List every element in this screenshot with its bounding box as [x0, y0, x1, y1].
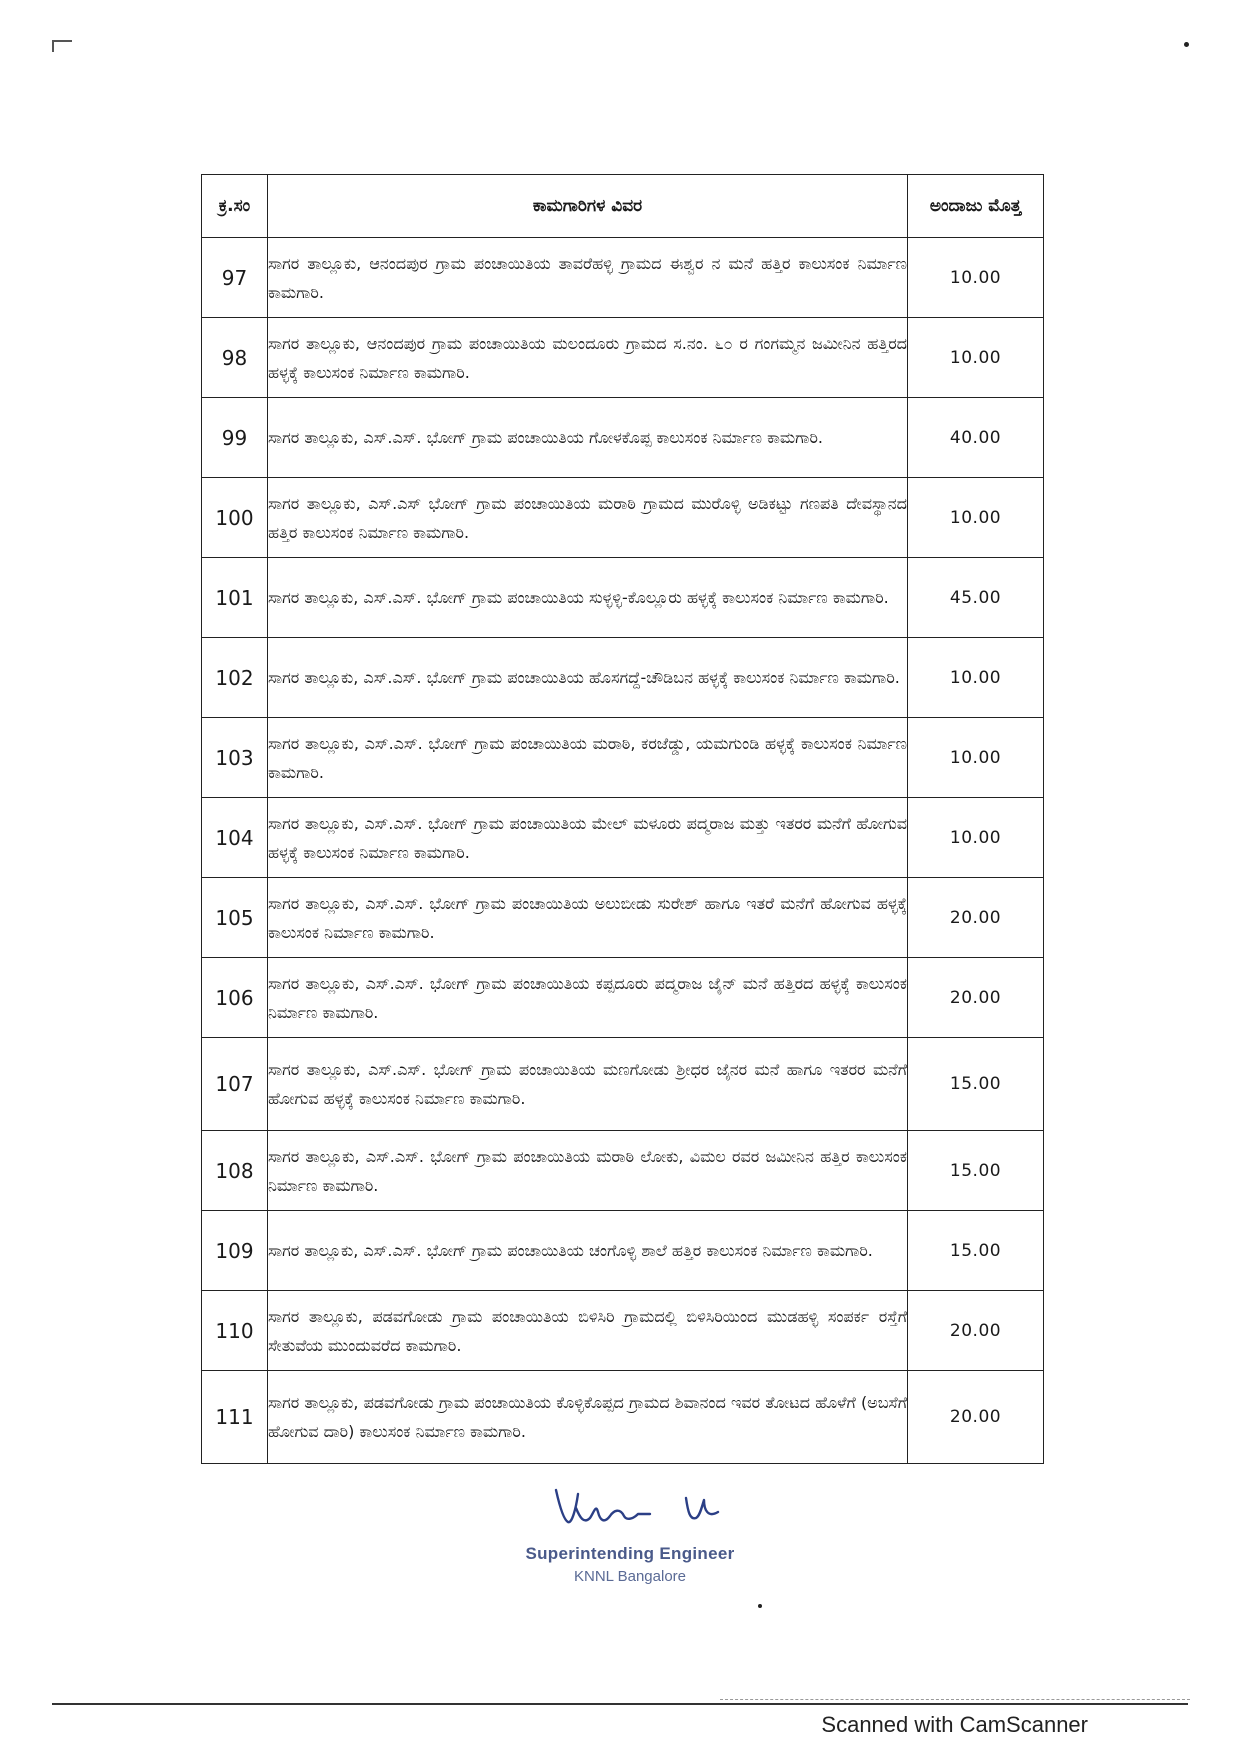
row-estimated-amount: 10.00 [908, 798, 1044, 878]
table-row [202, 878, 1044, 958]
row-work-description: ಸಾಗರ ತಾಲ್ಲೂಕು, ಎಸ್.ಎಸ್. ಭೋಗ್ ಗ್ರಾಮ ಪಂಚಾಯಿತಿಯ ಅಲುಬೀಡು ಸುರೇಶ್ ಹಾಗೂ ಇತರೆ ಮನೆಗೆ ಹೋಗುವ ಹಳ್ಳಕ್ಕೆ ಕಾಲುಸಂಕ ನಿರ್ಮಾಣ ಕಾಮಗಾರಿ. [268, 878, 908, 958]
row-work-description: ಸಾಗರ ತಾಲ್ಲೂಕು, ಎಸ್.ಎಸ್. ಭೋಗ್ ಗ್ರಾಮ ಪಂಚಾಯಿತಿಯ ಕಪ್ಪದೂರು ಪದ್ಮರಾಜ ಜೈನ್ ಮನೆ ಹತ್ತಿರದ ಹಳ್ಳಕ್ಕೆ ಕಾಲುಸಂಕ ನಿರ್ಮಾಣ ಕಾಮಗಾರಿ. [268, 958, 908, 1038]
row-serial-number: 99 [202, 398, 268, 478]
row-estimated-amount: 10.00 [908, 718, 1044, 798]
row-serial-number: 103 [202, 718, 268, 798]
row-serial-number: 102 [202, 638, 268, 718]
table-row [202, 1371, 1044, 1464]
row-work-description: ಸಾಗರ ತಾಲ್ಲೂಕು, ಎಸ್.ಎಸ್. ಭೋಗ್ ಗ್ರಾಮ ಪಂಚಾಯಿತಿಯ ಸುಳ್ಳಳ್ಳಿ-ಕೊಲ್ಲೂರು ಹಳ್ಳಕ್ಕೆ ಕಾಲುಸಂಕ ನಿರ್ಮಾಣ ಕಾಮಗಾರಿ. [268, 558, 908, 638]
signatory-title: Superintending Engineer [525, 1544, 735, 1563]
row-estimated-amount: 45.00 [908, 558, 1044, 638]
camscanner-watermark: Scanned with CamScanner [821, 1712, 1088, 1737]
table-header-row [202, 175, 1044, 238]
row-serial-number: 100 [202, 478, 268, 558]
table-row [202, 958, 1044, 1038]
table-row [202, 1211, 1044, 1291]
table-row [202, 1291, 1044, 1371]
row-estimated-amount: 10.00 [908, 638, 1044, 718]
row-work-description: ಸಾಗರ ತಾಲ್ಲೂಕು, ಪಡವಗೋಡು ಗ್ರಾಮ ಪಂಚಾಯಿತಿಯ ಕೊಳ್ಳಿಕೊಪ್ಪದ ಗ್ರಾಮದ ಶಿವಾನಂದ ಇವರ ತೋಟದ ಹೊಳೆಗೆ (ಅಬಸೆಗೆ ಹೋಗುವ ದಾರಿ) ಕಾಲುಸಂಕ ನಿರ್ಮಾಣ ಕಾಮಗಾರಿ. [268, 1371, 908, 1464]
row-serial-number: 109 [202, 1211, 268, 1291]
row-estimated-amount: 20.00 [908, 878, 1044, 958]
table-row [202, 798, 1044, 878]
row-work-description: ಸಾಗರ ತಾಲ್ಲೂಕು, ಎಸ್.ಎಸ್. ಭೋಗ್ ಗ್ರಾಮ ಪಂಚಾಯಿತಿಯ ಚಂಗೊಳ್ಳಿ ಶಾಲೆ ಹತ್ತಿರ ಕಾಲುಸಂಕ ನಿರ್ಮಾಣ ಕಾಮಗಾರಿ. [268, 1211, 908, 1291]
row-serial-number: 107 [202, 1038, 268, 1131]
table-row [202, 398, 1044, 478]
row-work-description: ಸಾಗರ ತಾಲ್ಲೂಕು, ಎಸ್.ಎಸ್. ಭೋಗ್ ಗ್ರಾಮ ಪಂಚಾಯಿತಿಯ ಮರಾಠಿ, ಕರಜೆಡ್ಡು, ಯಮಗುಂಡಿ ಹಳ್ಳಕ್ಕೆ ಕಾಲುಸಂಕ ನಿರ್ಮಾಣ ಕಾಮಗಾರಿ. [268, 718, 908, 798]
header-description: ಕಾಮಗಾರಿಗಳ ವಿವರ [268, 175, 908, 238]
header-serial: ಕ್ರ.ಸಂ [202, 175, 268, 238]
table-row [202, 238, 1044, 318]
row-serial-number: 110 [202, 1291, 268, 1371]
row-work-description: ಸಾಗರ ತಾಲ್ಲೂಕು, ಎಸ್.ಎಸ್. ಭೋಗ್ ಗ್ರಾಮ ಪಂಚಾಯಿತಿಯ ಮಣಗೋಡು ಶ್ರೀಧರ ಜೈನರ ಮನೆ ಹಾಗೂ ಇತರರ ಮನೆಗೆ ಹೋಗುವ ಹಳ್ಳಕ್ಕೆ ಕಾಲುಸಂಕ ನಿರ್ಮಾಣ ಕಾಮಗಾರಿ. [268, 1038, 908, 1131]
row-work-description: ಸಾಗರ ತಾಲ್ಲೂಕು, ಎಸ್.ಎಸ್. ಭೋಗ್ ಗ್ರಾಮ ಪಂಚಾಯಿತಿಯ ಮೇಲ್ ಮಳೂರು ಪದ್ಮರಾಜ ಮತ್ತು ಇತರರ ಮನೆಗೆ ಹೋಗುವ ಹಳ್ಳಕ್ಕೆ ಕಾಲುಸಂಕ ನಿರ್ಮಾಣ ಕಾಮಗಾರಿ. [268, 798, 908, 878]
scan-speck [758, 1604, 762, 1608]
row-estimated-amount: 15.00 [908, 1211, 1044, 1291]
row-estimated-amount: 10.00 [908, 478, 1044, 558]
row-work-description: ಸಾಗರ ತಾಲ್ಲೂಕು, ಎಸ್.ಎಸ್. ಭೋಗ್ ಗ್ರಾಮ ಪಂಚಾಯಿತಿಯ ಮರಾಠಿ ಲೋಕು, ವಿಮಲ ರವರ ಜಮೀನಿನ ಹತ್ತಿರ ಕಾಲುಸಂಕ ನಿರ್ಮಾಣ ಕಾಮಗಾರಿ. [268, 1131, 908, 1211]
row-serial-number: 104 [202, 798, 268, 878]
row-estimated-amount: 15.00 [908, 1038, 1044, 1131]
scan-speck [1184, 42, 1189, 47]
table-row [202, 1038, 1044, 1131]
row-estimated-amount: 20.00 [908, 958, 1044, 1038]
row-estimated-amount: 20.00 [908, 1371, 1044, 1464]
table-row [202, 318, 1044, 398]
row-work-description: ಸಾಗರ ತಾಲ್ಲೂಕು, ಎಸ್.ಎಸ್. ಭೋಗ್ ಗ್ರಾಮ ಪಂಚಾಯಿತಿಯ ಹೊಸಗದ್ದೆ-ಚೌಡಿಬನ ಹಳ್ಳಕ್ಕೆ ಕಾಲುಸಂಕ ನಿರ್ಮಾಣ ಕಾಮಗಾರಿ. [268, 638, 908, 718]
footer-divider [52, 1703, 1188, 1705]
table-row [202, 558, 1044, 638]
row-estimated-amount: 20.00 [908, 1291, 1044, 1371]
row-serial-number: 98 [202, 318, 268, 398]
row-serial-number: 111 [202, 1371, 268, 1464]
table-row [202, 1131, 1044, 1211]
signature-mark [546, 1478, 746, 1538]
header-amount: ಅಂದಾಜು ಮೊತ್ತ [908, 175, 1044, 238]
row-serial-number: 108 [202, 1131, 268, 1211]
row-work-description: ಸಾಗರ ತಾಲ್ಲೂಕು, ಎಸ್.ಎಸ್. ಭೋಗ್ ಗ್ರಾಮ ಪಂಚಾಯಿತಿಯ ಗೋಳಕೊಪ್ಪ ಕಾಲುಸಂಕ ನಿರ್ಮಾಣ ಕಾಮಗಾರಿ. [268, 398, 908, 478]
row-serial-number: 106 [202, 958, 268, 1038]
table-row [202, 638, 1044, 718]
row-estimated-amount: 15.00 [908, 1131, 1044, 1211]
row-work-description: ಸಾಗರ ತಾಲ್ಲೂಕು, ಆನಂದಪುರ ಗ್ರಾಮ ಪಂಚಾಯಿತಿಯ ಮಲಂದೂರು ಗ್ರಾಮದ ಸ.ನಂ. ೬೦ ರ ಗಂಗಮ್ಮನ ಜಮೀನಿನ ಹತ್ತಿರದ ಹಳ್ಳಕ್ಕೆ ಕಾಲುಸಂಕ ನಿರ್ಮಾಣ ಕಾಮಗಾರಿ. [268, 318, 908, 398]
row-serial-number: 97 [202, 238, 268, 318]
row-serial-number: 101 [202, 558, 268, 638]
table-row [202, 718, 1044, 798]
row-work-description: ಸಾಗರ ತಾಲ್ಲೂಕು, ಪಡವಗೋಡು ಗ್ರಾಮ ಪಂಚಾಯಿತಿಯ ಬಿಳಿಸಿರಿ ಗ್ರಾಮದಲ್ಲಿ ಬಿಳಿಸಿರಿಯಿಂದ ಮುಡಹಳ್ಳಿ ಸಂಪರ್ಕ ರಸ್ತೆಗೆ ಸೇತುವೆಯ ಮುಂದುವರೆದ ಕಾಮಗಾರಿ. [268, 1291, 908, 1371]
row-estimated-amount: 10.00 [908, 318, 1044, 398]
row-work-description: ಸಾಗರ ತಾಲ್ಲೂಕು, ಎಸ್.ಎಸ್ ಭೋಗ್ ಗ್ರಾಮ ಪಂಚಾಯಿತಿಯ ಮರಾಠಿ ಗ್ರಾಮದ ಮುರೊಳ್ಳಿ ಅಡಿಕಟ್ಟು ಗಣಪತಿ ದೇವಸ್ಥಾನದ ಹತ್ತಿರ ಕಾಲುಸಂಕ ನಿರ್ಮಾಣ ಕಾಮಗಾರಿ. [268, 478, 908, 558]
row-serial-number: 105 [202, 878, 268, 958]
row-estimated-amount: 40.00 [908, 398, 1044, 478]
table-row [202, 478, 1044, 558]
footer-divider-faint [720, 1699, 1190, 1700]
works-table [201, 174, 1044, 1464]
row-estimated-amount: 10.00 [908, 238, 1044, 318]
corner-mark [52, 40, 72, 52]
table-body [202, 238, 1044, 1464]
signatory-organization: KNNL Bangalore [573, 1568, 686, 1585]
row-work-description: ಸಾಗರ ತಾಲ್ಲೂಕು, ಆನಂದಪುರ ಗ್ರಾಮ ಪಂಚಾಯಿತಿಯ ತಾವರೆಹಳ್ಳಿ ಗ್ರಾಮದ ಈಶ್ವರ ನ ಮನೆ ಹತ್ತಿರ ಕಾಲುಸಂಕ ನಿರ್ಮಾಣ ಕಾಮಗಾರಿ. [268, 238, 908, 318]
